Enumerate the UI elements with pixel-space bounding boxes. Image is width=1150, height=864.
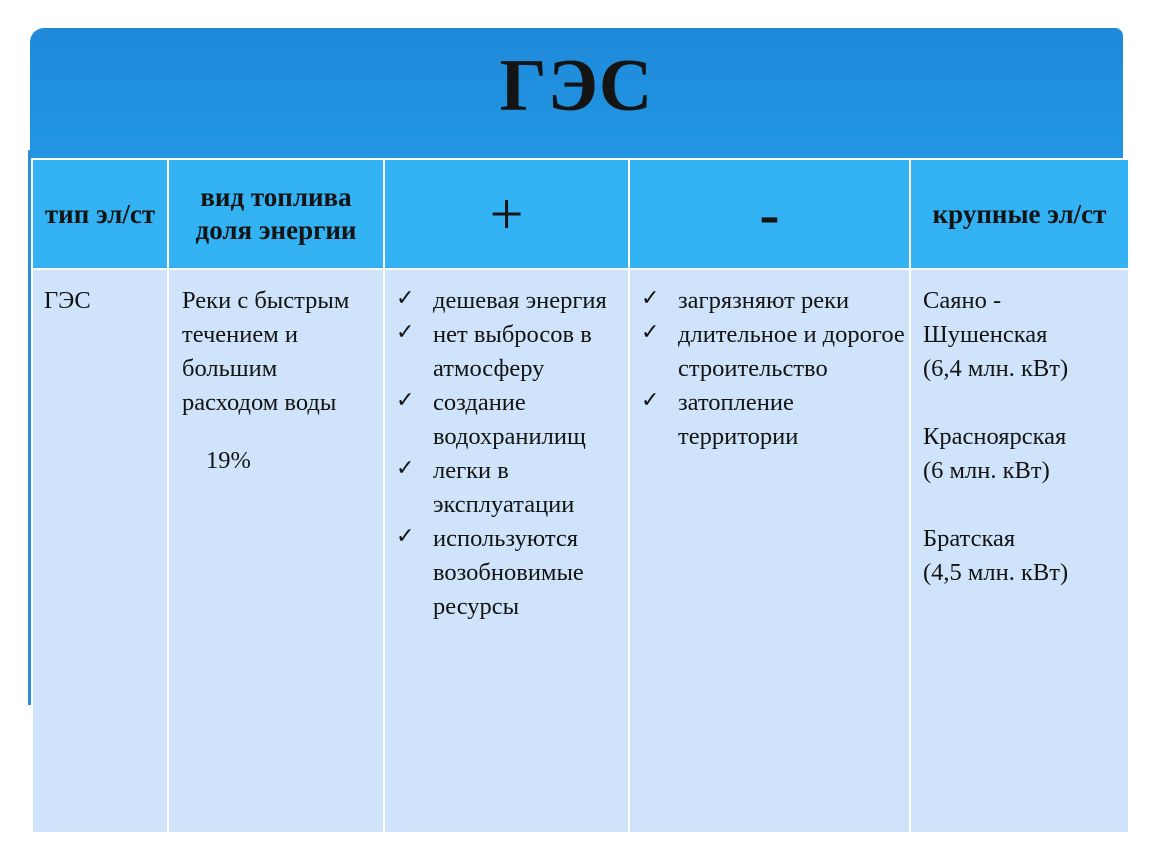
checkmark-icon: ✓ (641, 320, 660, 345)
checkmark-icon: ✓ (396, 286, 415, 311)
pro-item-text: создание водохранилищ (433, 389, 586, 450)
table-row (32, 269, 1129, 833)
cell-pros (384, 269, 629, 833)
con-item (641, 386, 908, 454)
con-item-text: длительное и дорогое строительство (678, 321, 905, 382)
plant-power: (6,4 млн. кВт) (923, 355, 1069, 382)
plant-item (923, 420, 1127, 488)
plant-name: Красноярская (923, 423, 1067, 450)
cons-list (631, 284, 908, 454)
pro-item-text: дешевая энергия (433, 287, 607, 314)
pro-item (396, 522, 627, 624)
energy-share: 19% (206, 447, 251, 474)
plant-item (923, 522, 1127, 590)
slide-title: ГЭС (499, 45, 654, 127)
header-plus: + (384, 159, 629, 269)
header-minus: - (629, 159, 910, 269)
pro-item (396, 386, 627, 454)
checkmark-icon: ✓ (396, 320, 415, 345)
cell-large-plants (910, 269, 1129, 833)
pro-item-text: нет выбросов в атмосферу (433, 321, 592, 382)
checkmark-icon: ✓ (641, 388, 660, 413)
con-item-text: загрязняют реки (678, 287, 850, 314)
plant-name: Братская (923, 525, 1016, 552)
plant-item (923, 284, 1127, 386)
con-item (641, 284, 908, 318)
pro-item (396, 318, 627, 386)
checkmark-icon: ✓ (396, 456, 415, 481)
pro-item (396, 284, 627, 318)
cell-cons (629, 269, 910, 833)
header-large-plants: крупные эл/ст (910, 159, 1129, 269)
header-type: тип эл/ст (32, 159, 168, 269)
plant-power: (6 млн. кВт) (923, 457, 1050, 484)
cell-fuel (168, 269, 384, 833)
con-item-text: затопление территории (678, 389, 799, 450)
checkmark-icon: ✓ (396, 388, 415, 413)
checkmark-icon: ✓ (396, 524, 415, 549)
pro-item-text: используются возобновимые ресурсы (433, 525, 584, 620)
pro-item (396, 454, 627, 522)
comparison-table (31, 158, 1130, 834)
pro-item-text: легки в эксплуатации (433, 457, 575, 518)
plant-power: (4,5 млн. кВт) (923, 559, 1069, 586)
cell-type: ГЭС (32, 269, 168, 833)
fuel-description: Реки с быстрым течением и большим расходом воды (182, 287, 350, 416)
con-item (641, 318, 908, 386)
header-row (32, 159, 1129, 269)
plant-name: Саяно - Шушенская (923, 287, 1048, 348)
header-fuel: вид топлива доля энергии (168, 159, 384, 269)
checkmark-icon: ✓ (641, 286, 660, 311)
pros-list (386, 284, 627, 624)
